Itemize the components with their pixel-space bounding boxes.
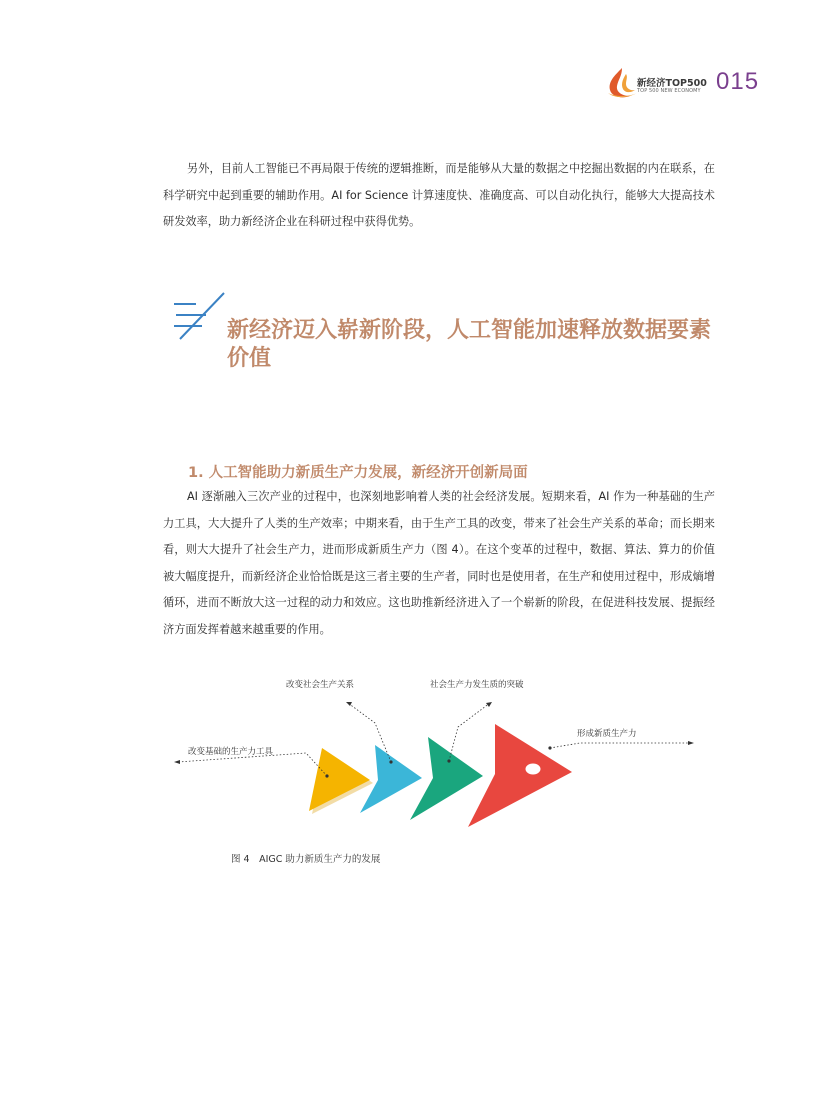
flame-logo-icon xyxy=(604,66,640,100)
label-new-quality: 形成新质生产力 xyxy=(577,729,637,739)
label-change-relations: 改变社会生产关系 xyxy=(286,680,355,690)
subsection-title: 1. 人工智能助力新质生产力发展，新经济开创新局面 xyxy=(188,465,528,481)
arrow-yellow xyxy=(309,748,373,814)
brand-name: 新经济TOP500 xyxy=(637,78,707,89)
figure-caption: 图 4 AIGC 助力新质生产力的发展 xyxy=(231,854,381,865)
arrow-blue xyxy=(360,745,422,813)
page-number: 015 xyxy=(716,68,760,95)
body-paragraph: AI 逐渐融入三次产业的过程中，也深刻地影响着人类的社会经济发展。短期来看，AI 作为一种基础的生产力工具，大大提升了人类的生产效率；中期来看，由于生产工具的改变，带来了社会生产关系的革命；而长期来看，则大大提升了社会生产力，进而形成新质生产力（图 4）。在这个变革的过程中，数据、算法、算力的价值被大幅度提升，而新经济企业恰恰既是这三者主要的生产者，同时也是使用者，在生产和使用过程中，形成熵增循环，进而不断放大这一过程的动力和效应。这也助推新经济进入了一个崭新的阶段，在促进科技发展、提振经济方面发挥着越来越重要的作用。 xyxy=(163,490,715,636)
brand-subtitle: TOP 500 NEW ECONOMY xyxy=(637,88,701,94)
label-breakthrough: 社会生产力发生质的突破 xyxy=(430,680,524,690)
intro-paragraph: 另外，目前人工智能已不再局限于传统的逻辑推断，而是能够从大量的数据之中挖掘出数据的内在联系，在科学研究中起到重要的辅助作用。AI for Science 计算速度快、准确度高、可以自动化执行，能够大大提高技术研发效率，助力新经济企业在科研过程中获得优势。 xyxy=(163,162,715,228)
label-basic-tool: 改变基础的生产力工具 xyxy=(188,747,274,757)
section-lines-icon xyxy=(172,291,228,343)
arrow-red xyxy=(468,724,572,827)
section-title: 新经济迈入崭新阶段，人工智能加速释放数据要素价值 xyxy=(227,318,712,371)
